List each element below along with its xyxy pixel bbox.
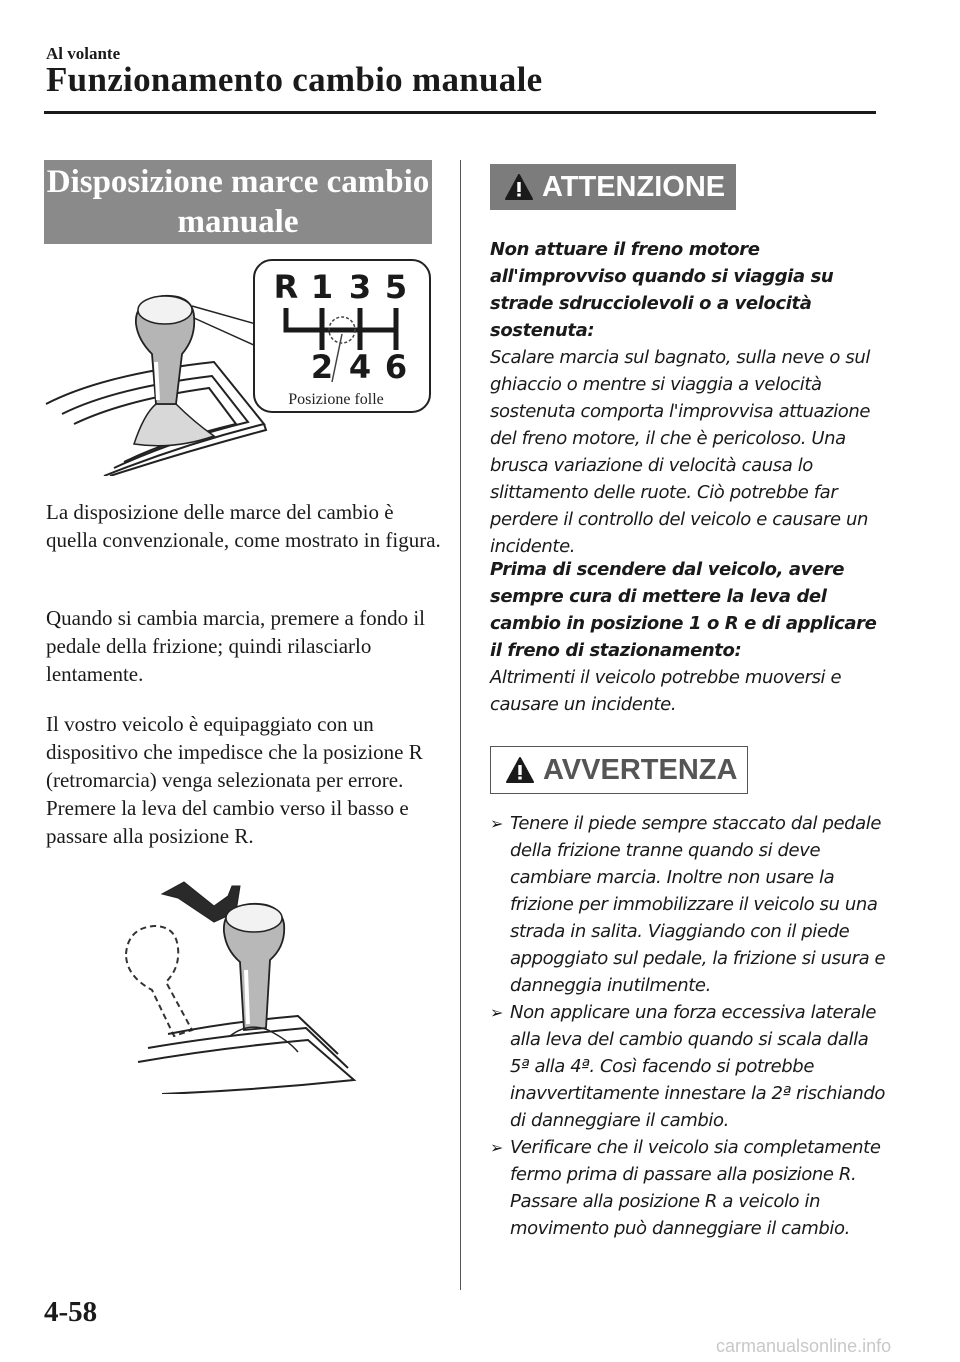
attention-warning-2-body: Altrimenti il veicolo potrebbe muoversi e causare un incidente. xyxy=(490,667,842,715)
neutral-position-label: Posizione folle xyxy=(288,391,384,408)
paragraph-1: La disposizione delle marce del cambio è quella convenzionale, come mostrato in figura. xyxy=(46,500,441,552)
warning-triangle-icon xyxy=(504,173,534,201)
bullet-arrow-icon: ➢ xyxy=(490,1003,504,1022)
gear-label-2: 2 xyxy=(310,348,334,386)
gear-label-r: R xyxy=(273,268,299,306)
bullet-arrow-icon: ➢ xyxy=(490,814,504,833)
gear-label-3: 3 xyxy=(348,268,372,306)
gear-label-4: 4 xyxy=(348,348,372,386)
caution-list xyxy=(490,810,886,1242)
title-rule xyxy=(44,111,876,114)
paragraph-layout xyxy=(46,498,446,554)
section-heading-line1: Disposizione marce cambio xyxy=(46,164,430,200)
page-title: Funzionamento cambio manuale xyxy=(46,60,543,99)
reverse-shift-figure xyxy=(118,872,370,1094)
gear-label-6: 6 xyxy=(384,348,408,386)
caution-triangle-icon xyxy=(505,756,535,784)
paragraph-2: Quando si cambia marcia, premere a fondo il pedale della frizione; quindi rilasciarlo lentamente. xyxy=(46,606,426,686)
attention-warning-1-body: Scalare marcia sul bagnato, sulla neve o sul ghiaccio o mentre si viaggia a velocità sostenuta comporta l'improvvisa attuazione del freno motore, il che è pericoloso. Una brusca variazione di velocità causa lo slittamento delle ruote. Ciò potrebbe far perdere il controllo del veicolo e causare un incidente. xyxy=(490,347,871,557)
gear-shift-pattern-figure xyxy=(44,254,434,476)
attention-label-text: ATTENZIONE xyxy=(542,170,726,203)
section-heading xyxy=(44,160,432,244)
watermark: carmanualsonline.info xyxy=(716,1336,892,1356)
gear-label-1: 1 xyxy=(310,268,334,306)
section-heading-line2: manuale xyxy=(177,204,299,240)
attention-label xyxy=(490,164,736,210)
attention-warning-2-title: Prima di scendere dal veicolo, avere sempre cura di mettere la leva del cambio in posizione 1 o R e di applicare il freno di stazionamento: xyxy=(490,559,877,661)
gear-label-5: 5 xyxy=(384,268,408,306)
caution-label xyxy=(490,746,748,794)
caution-item: ➢ Tenere il piede sempre staccato dal pedale della frizione tranne quando si deve cambiare marcia. Inoltre non usare la frizione per immobilizzare il veicolo su una strada in salita. Viaggiando con il piede appoggiato sul pedale, la frizione si usura e danneggia inutilmente. xyxy=(490,810,886,999)
caution-item: ➢ Verificare che il veicolo sia completamente fermo prima di passare alla posizione R. Passare alla posizione R a veicolo in movimento può danneggiare il cambio. xyxy=(490,1134,886,1242)
page-number: 4-58 xyxy=(44,1296,98,1328)
shift-boot xyxy=(134,404,214,446)
chapter-label: Al volante xyxy=(46,44,121,63)
column-divider xyxy=(460,160,461,1290)
paragraph-3: Il vostro veicolo è equipaggiato con un dispositivo che impedisce che la posizione R (retromarcia) venga selezionata per errore. Premere la leva del cambio verso il basso e passare alla posizione R. xyxy=(46,712,423,848)
ghost-lever-outline xyxy=(126,926,192,1036)
attention-warning-1-title: Non attuare il freno motore all'improvviso quando si viaggia su strade sdrucciolevoli o a velocità sostenuta: xyxy=(490,239,834,341)
bullet-arrow-icon: ➢ xyxy=(490,1138,504,1157)
shift-knob-icon-2 xyxy=(224,904,284,1030)
caution-item: ➢ Non applicare una forza eccessiva laterale alla leva del cambio quando si scala dalla 5ª alla 4ª. Così facendo si potrebbe inavvertitamente innestare la 2ª rischiando di danneggiare il cambio. xyxy=(490,999,886,1134)
caution-label-text: AVVERTENZA xyxy=(543,753,738,786)
